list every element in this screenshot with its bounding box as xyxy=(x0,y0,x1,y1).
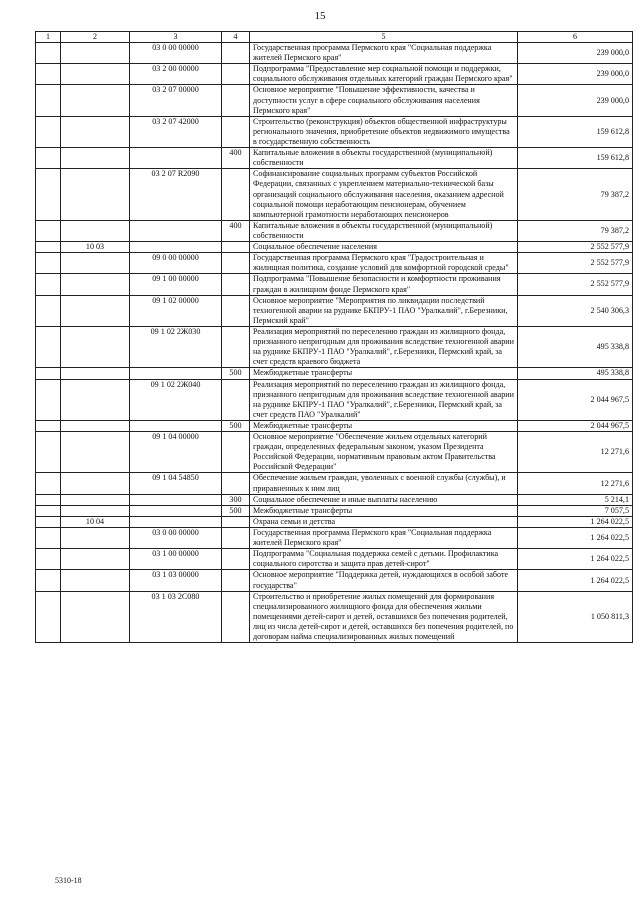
cell-expense-type: 400 xyxy=(222,148,250,169)
cell-target-article: 03 0 00 00000 xyxy=(130,528,222,549)
table-row xyxy=(36,516,633,527)
cell-description: Реализация мероприятий по переселению граждан из жилищного фонда, признанного непригодным для проживания вследствие техногенной аварии на руднике БКПРУ-1 ПАО "Уралкалий", г.Березники, Пермский край, за счет средств ПАО "Уралкалий" xyxy=(250,379,518,420)
cell-chapter xyxy=(61,43,130,64)
table-row xyxy=(36,432,633,473)
cell-column-1 xyxy=(36,528,61,549)
cell-column-1 xyxy=(36,169,61,221)
cell-amount: 239 000,0 xyxy=(518,43,633,64)
cell-description: Основное мероприятие "Обеспечение жильем отдельных категорий граждан, определенных федеральным законом, указом Президента Российской Федерации, нормативным правовым актом Правительства Российской Федерации" xyxy=(250,432,518,473)
cell-description: Государственная программа Пермского края "Социальная поддержка жителей Пермского края" xyxy=(250,43,518,64)
cell-column-1 xyxy=(36,148,61,169)
cell-target-article: 09 1 00 00000 xyxy=(130,274,222,295)
cell-column-1 xyxy=(36,379,61,420)
cell-target-article: 09 1 02 2Ж040 xyxy=(130,379,222,420)
cell-chapter xyxy=(61,549,130,570)
footer-code: 5310-18 xyxy=(55,876,82,885)
cell-expense-type xyxy=(222,242,250,253)
budget-table xyxy=(35,31,633,643)
cell-expense-type xyxy=(222,169,250,221)
cell-amount: 239 000,0 xyxy=(518,64,633,85)
cell-description: Капитальные вложения в объекты государственной (муниципальной) собственности xyxy=(250,220,518,241)
cell-description: Подпрограмма "Повышение безопасности и комфортности проживания граждан в жилищном фонде Пермского края" xyxy=(250,274,518,295)
cell-description: Основное мероприятие "Поддержка детей, нуждающихся в особой заботе государства" xyxy=(250,570,518,591)
cell-chapter xyxy=(61,379,130,420)
cell-amount: 79 387,2 xyxy=(518,220,633,241)
cell-column-1 xyxy=(36,420,61,431)
table-row xyxy=(36,169,633,221)
cell-expense-type: 300 xyxy=(222,494,250,505)
cell-amount: 2 044 967,5 xyxy=(518,379,633,420)
cell-column-1 xyxy=(36,473,61,494)
table-header-row xyxy=(36,32,633,43)
cell-chapter xyxy=(61,295,130,326)
cell-amount: 2 540 306,3 xyxy=(518,295,633,326)
table-row xyxy=(36,242,633,253)
cell-description: Межбюджетные трансферты xyxy=(250,505,518,516)
cell-column-1 xyxy=(36,516,61,527)
cell-amount: 2 552 577,9 xyxy=(518,274,633,295)
table-row xyxy=(36,43,633,64)
cell-expense-type xyxy=(222,570,250,591)
cell-chapter xyxy=(61,473,130,494)
table-row xyxy=(36,570,633,591)
cell-chapter xyxy=(61,368,130,379)
cell-column-1 xyxy=(36,591,61,643)
cell-target-article: 03 1 00 00000 xyxy=(130,549,222,570)
cell-expense-type xyxy=(222,43,250,64)
cell-chapter xyxy=(61,494,130,505)
table-row xyxy=(36,116,633,147)
cell-expense-type xyxy=(222,116,250,147)
cell-description: Государственная программа Пермского края "Градостроительная и жилищная политика, создание условий для комфортной городской среды" xyxy=(250,253,518,274)
cell-target-article xyxy=(130,242,222,253)
cell-amount: 2 552 577,9 xyxy=(518,253,633,274)
cell-target-article xyxy=(130,516,222,527)
cell-amount: 12 271,6 xyxy=(518,432,633,473)
cell-column-1 xyxy=(36,253,61,274)
cell-description: Охрана семьи и детства xyxy=(250,516,518,527)
cell-target-article xyxy=(130,368,222,379)
cell-amount: 1 264 022,5 xyxy=(518,549,633,570)
cell-expense-type xyxy=(222,591,250,643)
table-row xyxy=(36,274,633,295)
cell-description: Основное мероприятие "Повышение эффективности, качества и доступности услуг в сфере социального обслуживания населения Пермского края" xyxy=(250,85,518,116)
cell-chapter xyxy=(61,420,130,431)
column-header-5: 5 xyxy=(250,32,518,43)
cell-description: Межбюджетные трансферты xyxy=(250,368,518,379)
table-row xyxy=(36,379,633,420)
cell-amount: 1 264 022,5 xyxy=(518,528,633,549)
cell-column-1 xyxy=(36,43,61,64)
cell-description: Строительство (реконструкция) объектов общественной инфраструктуры регионального значения, приобретение объектов недвижимого имущества в государственную собственность xyxy=(250,116,518,147)
cell-column-1 xyxy=(36,85,61,116)
cell-amount: 5 214,1 xyxy=(518,494,633,505)
table-row xyxy=(36,220,633,241)
cell-target-article xyxy=(130,505,222,516)
cell-target-article: 03 2 00 00000 xyxy=(130,64,222,85)
cell-chapter xyxy=(61,116,130,147)
cell-chapter: 10 04 xyxy=(61,516,130,527)
cell-amount: 159 612,8 xyxy=(518,116,633,147)
cell-amount: 1 264 022,5 xyxy=(518,570,633,591)
cell-expense-type: 500 xyxy=(222,420,250,431)
cell-column-1 xyxy=(36,64,61,85)
column-header-6: 6 xyxy=(518,32,633,43)
cell-column-1 xyxy=(36,274,61,295)
column-header-3: 3 xyxy=(130,32,222,43)
cell-expense-type xyxy=(222,379,250,420)
cell-expense-type xyxy=(222,549,250,570)
table-row xyxy=(36,505,633,516)
cell-chapter xyxy=(61,85,130,116)
cell-expense-type xyxy=(222,85,250,116)
cell-expense-type xyxy=(222,432,250,473)
cell-chapter xyxy=(61,326,130,367)
cell-expense-type: 400 xyxy=(222,220,250,241)
cell-description: Строительство и приобретение жилых помещений для формирования специализированного жилищного фонда для обеспечения жильми помещениями детей-сирот и детей, оставшихся без попечения родителей, лиц из числа детей-сирот и детей, оставшихся без попечения родителей, по договорам найма специализированных жилых помещений xyxy=(250,591,518,643)
cell-expense-type xyxy=(222,253,250,274)
table-row xyxy=(36,253,633,274)
cell-column-1 xyxy=(36,116,61,147)
cell-expense-type xyxy=(222,473,250,494)
cell-expense-type xyxy=(222,295,250,326)
cell-target-article xyxy=(130,420,222,431)
cell-column-1 xyxy=(36,432,61,473)
table-row xyxy=(36,494,633,505)
cell-chapter xyxy=(61,528,130,549)
cell-column-1 xyxy=(36,242,61,253)
cell-amount: 2 552 577,9 xyxy=(518,242,633,253)
cell-amount: 79 387,2 xyxy=(518,169,633,221)
cell-column-1 xyxy=(36,549,61,570)
cell-chapter: 10 03 xyxy=(61,242,130,253)
table-row xyxy=(36,473,633,494)
cell-target-article: 03 2 07 42000 xyxy=(130,116,222,147)
cell-column-1 xyxy=(36,220,61,241)
column-header-1: 1 xyxy=(36,32,61,43)
cell-chapter xyxy=(61,570,130,591)
cell-expense-type xyxy=(222,528,250,549)
cell-target-article: 09 1 04 00000 xyxy=(130,432,222,473)
cell-expense-type xyxy=(222,64,250,85)
table-row xyxy=(36,591,633,643)
cell-chapter xyxy=(61,591,130,643)
table-row xyxy=(36,420,633,431)
table-row xyxy=(36,64,633,85)
cell-column-1 xyxy=(36,505,61,516)
cell-target-article: 03 2 07 R2090 xyxy=(130,169,222,221)
cell-amount: 2 044 967,5 xyxy=(518,420,633,431)
cell-description: Межбюджетные трансферты xyxy=(250,420,518,431)
cell-expense-type xyxy=(222,326,250,367)
cell-target-article: 09 1 02 00000 xyxy=(130,295,222,326)
cell-chapter xyxy=(61,432,130,473)
cell-description: Социальное обеспечение населения xyxy=(250,242,518,253)
cell-description: Подпрограмма "Социальная поддержка семей с детьми. Профилактика социального сиротства и защита прав детей-сирот" xyxy=(250,549,518,570)
cell-amount: 12 271,6 xyxy=(518,473,633,494)
cell-description: Капитальные вложения в объекты государственной (муниципальной) собственности xyxy=(250,148,518,169)
cell-amount: 1 050 811,3 xyxy=(518,591,633,643)
cell-description: Государственная программа Пермского края "Социальная поддержка жителей Пермского края" xyxy=(250,528,518,549)
column-header-2: 2 xyxy=(61,32,130,43)
cell-column-1 xyxy=(36,494,61,505)
cell-column-1 xyxy=(36,326,61,367)
cell-target-article xyxy=(130,494,222,505)
cell-description: Обеспечение жильем граждан, уволенных с военной службы (службы), и приравненных к ним лиц xyxy=(250,473,518,494)
cell-chapter xyxy=(61,64,130,85)
cell-column-1 xyxy=(36,368,61,379)
cell-description: Подпрограмма "Предоставление мер социальной помощи и поддержки, социального обслуживания отдельных категорий граждан Пермского края" xyxy=(250,64,518,85)
cell-description: Социальное обеспечение и иные выплаты населению xyxy=(250,494,518,505)
table-row xyxy=(36,148,633,169)
cell-amount: 495 338,8 xyxy=(518,368,633,379)
table-row xyxy=(36,549,633,570)
table-row xyxy=(36,326,633,367)
cell-amount: 159 612,8 xyxy=(518,148,633,169)
cell-target-article: 09 1 02 2Ж030 xyxy=(130,326,222,367)
cell-chapter xyxy=(61,505,130,516)
page-number: 15 xyxy=(314,10,326,22)
cell-amount: 239 000,0 xyxy=(518,85,633,116)
cell-amount: 495 338,8 xyxy=(518,326,633,367)
cell-column-1 xyxy=(36,570,61,591)
cell-target-article: 09 1 04 54850 xyxy=(130,473,222,494)
cell-amount: 1 264 022,5 xyxy=(518,516,633,527)
cell-expense-type: 500 xyxy=(222,368,250,379)
cell-chapter xyxy=(61,274,130,295)
cell-column-1 xyxy=(36,295,61,326)
cell-expense-type xyxy=(222,274,250,295)
cell-expense-type: 500 xyxy=(222,505,250,516)
table-row xyxy=(36,295,633,326)
cell-chapter xyxy=(61,220,130,241)
cell-description: Основное мероприятие "Мероприятия по ликвидации последствий техногенной аварии на руднике БКПРУ-1 ПАО "Уралкалий", г.Березники, Пермский край" xyxy=(250,295,518,326)
cell-chapter xyxy=(61,169,130,221)
cell-amount: 7 057,5 xyxy=(518,505,633,516)
cell-target-article: 03 0 00 00000 xyxy=(130,43,222,64)
cell-description: Софинансирование социальных программ субъектов Российской Федерации, связанных с укреплением материально-технической базы организаций социального обслуживания населения, оказанием адресной социальной помощи неработающим пенсионерам, обучением компьютерной грамотности неработающих пенсионеров xyxy=(250,169,518,221)
table-row xyxy=(36,368,633,379)
cell-description: Реализация мероприятий по переселению граждан из жилищного фонда, признанного непригодным для проживания вследствие техногенной аварии на руднике БКПРУ-1 ПАО "Уралкалий", г.Березники, Пермский край, за счет средств краевого бюджета xyxy=(250,326,518,367)
table-body xyxy=(36,43,633,643)
cell-target-article xyxy=(130,220,222,241)
cell-target-article: 09 0 00 00000 xyxy=(130,253,222,274)
table-row xyxy=(36,85,633,116)
cell-chapter xyxy=(61,253,130,274)
column-header-4: 4 xyxy=(222,32,250,43)
cell-target-article: 03 1 03 2С080 xyxy=(130,591,222,643)
cell-chapter xyxy=(61,148,130,169)
cell-target-article: 03 2 07 00000 xyxy=(130,85,222,116)
table-row xyxy=(36,528,633,549)
cell-target-article: 03 1 03 00000 xyxy=(130,570,222,591)
cell-expense-type xyxy=(222,516,250,527)
cell-target-article xyxy=(130,148,222,169)
